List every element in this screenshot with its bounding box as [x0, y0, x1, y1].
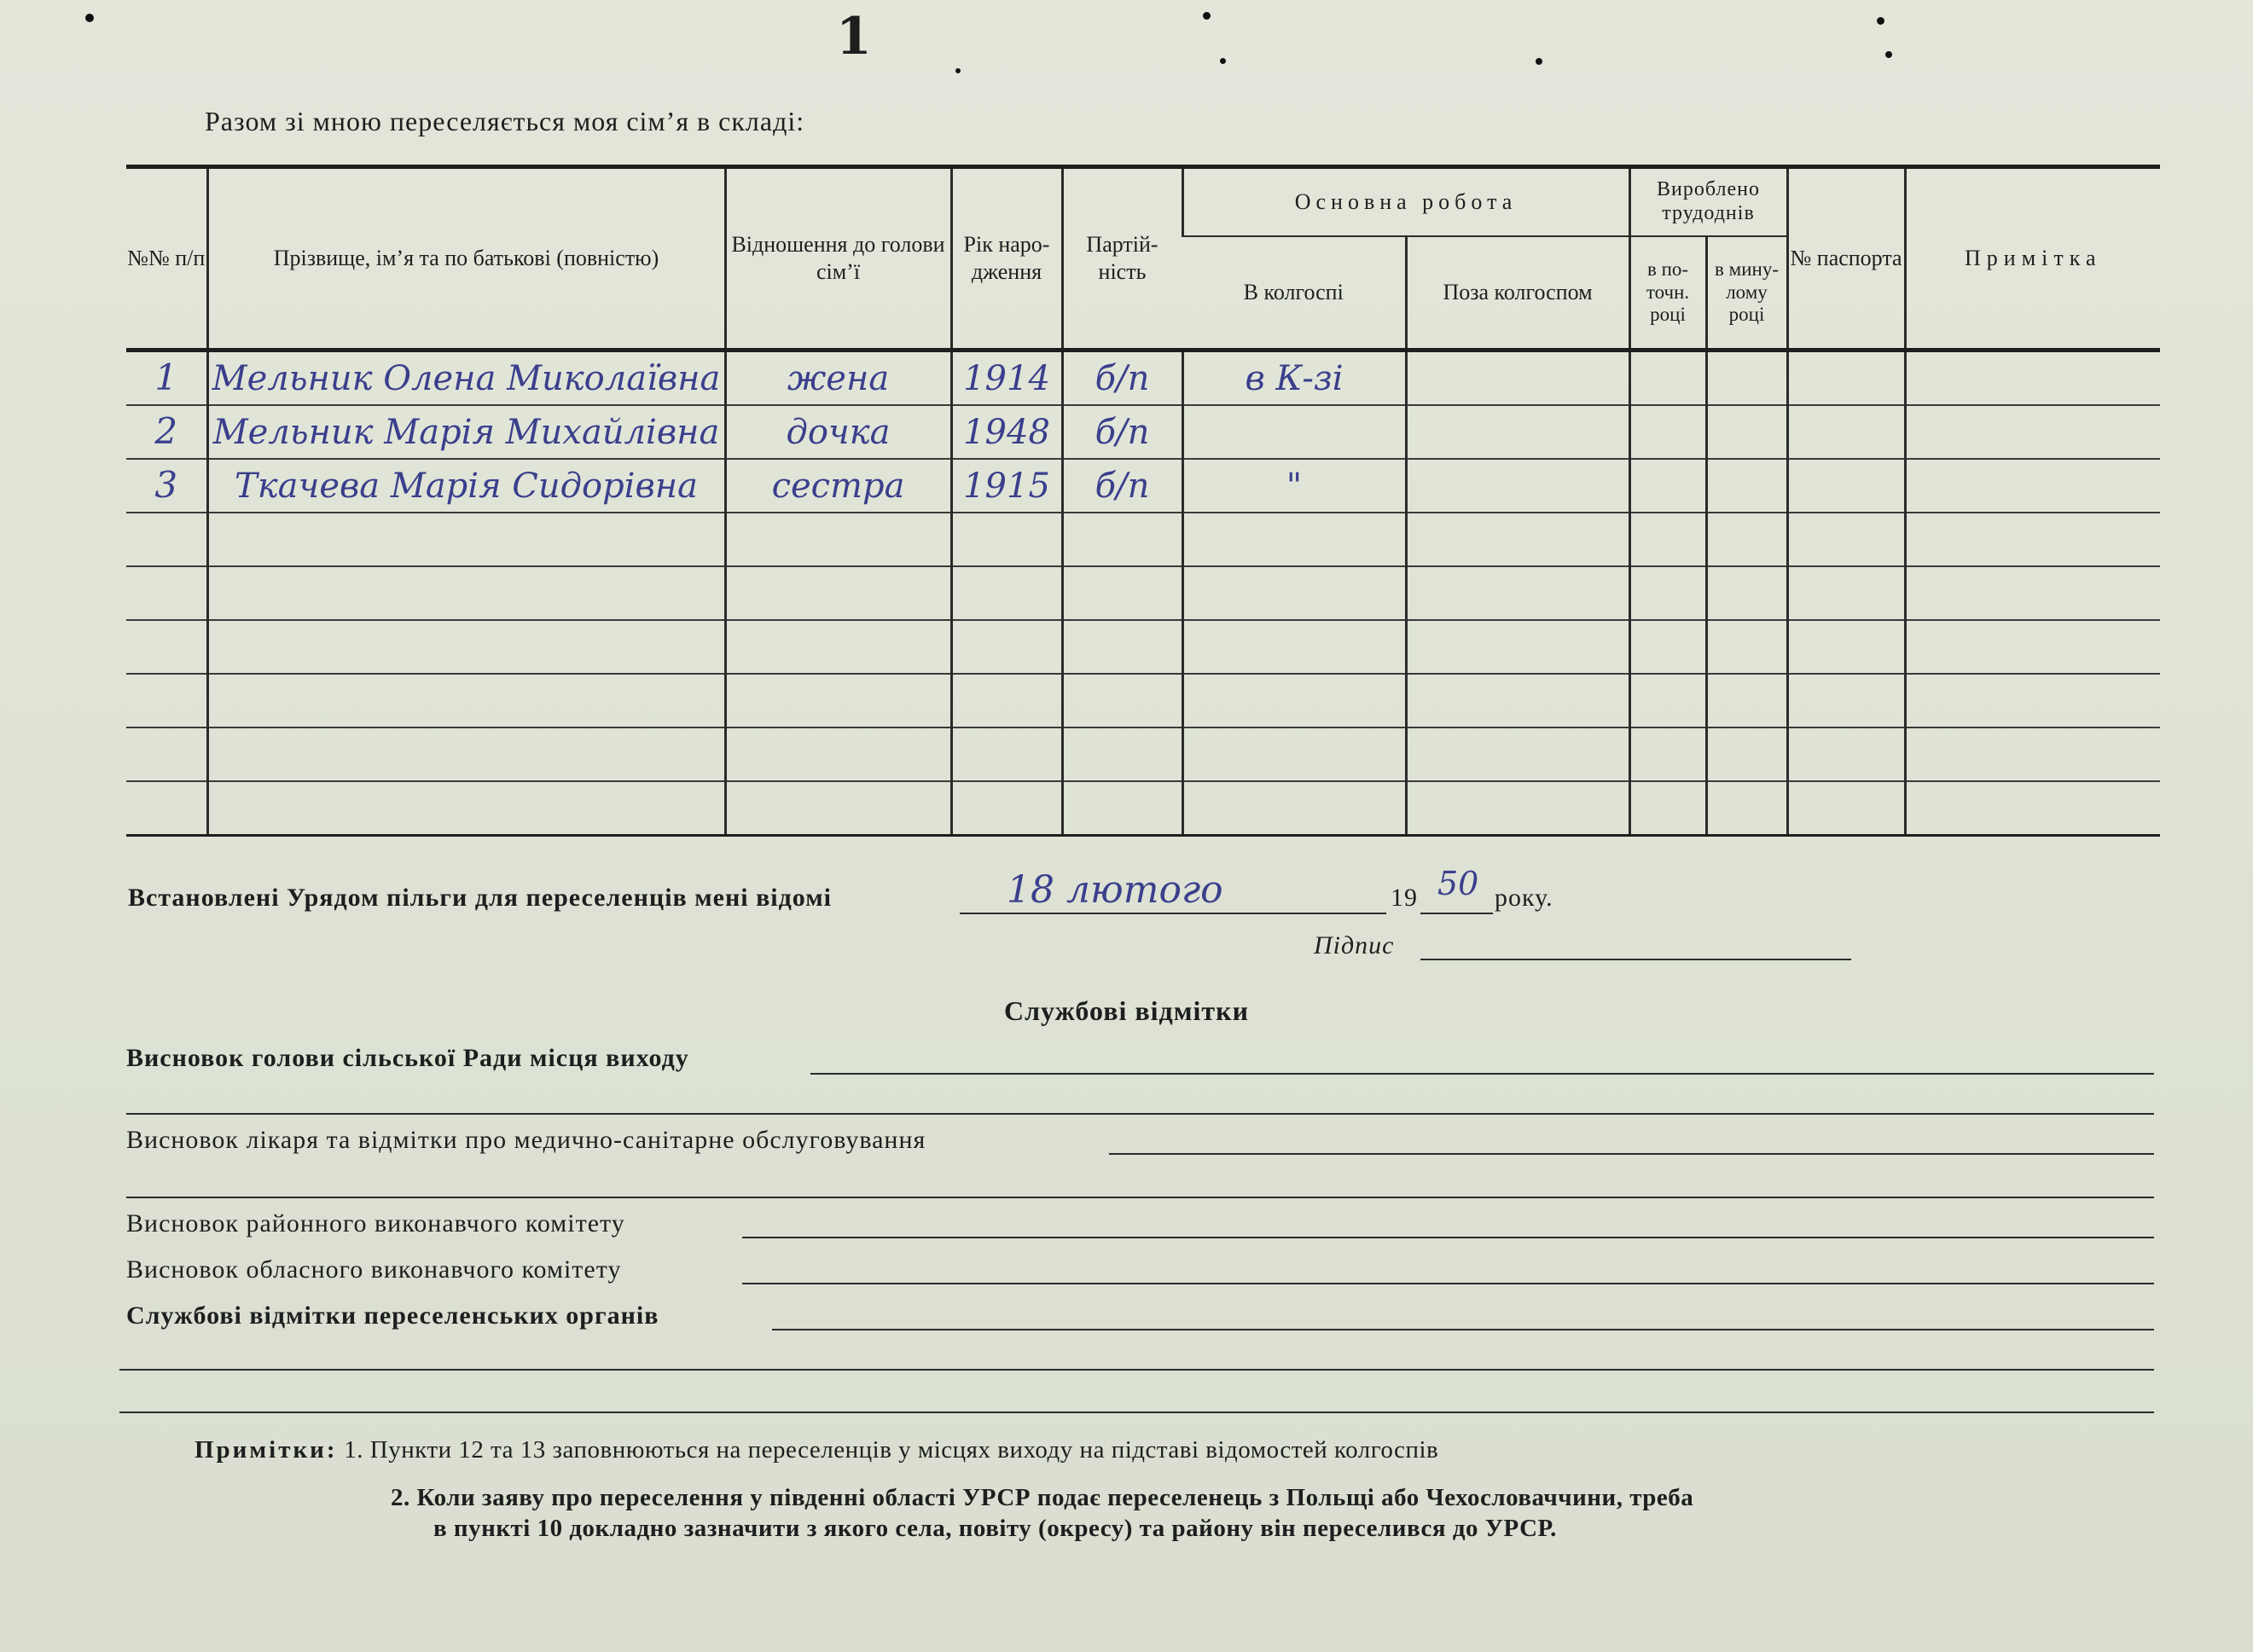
- notes-item-2-line-2: в пункті 10 докладно зазначити з якого села, повіту (окресу) та району він переселився до УРСР.: [433, 1515, 1557, 1542]
- row-in-kolhosp: [1182, 513, 1406, 566]
- row-relation: [725, 781, 951, 836]
- table-row: [126, 513, 2160, 566]
- row-past: [1706, 566, 1787, 620]
- table-row: [126, 566, 2160, 620]
- header-outside-kolhosp: Поза колгоспом: [1406, 236, 1629, 351]
- row-year: 1914: [951, 351, 1062, 406]
- row-note: [1905, 674, 2160, 727]
- row-passport: [1787, 459, 1905, 513]
- speck: [1885, 51, 1892, 58]
- signature-line: [1420, 959, 1851, 960]
- row-num: 3: [126, 459, 207, 513]
- page-number: 1: [836, 7, 872, 67]
- row-current: [1629, 781, 1706, 836]
- row-past: [1706, 674, 1787, 727]
- district-line: [742, 1237, 2154, 1238]
- row-name: [207, 620, 725, 674]
- benefits-year-prefix: 19: [1391, 884, 1418, 912]
- header-note: Примітка: [1905, 167, 2160, 351]
- speck: [1203, 12, 1211, 20]
- row-current: [1629, 405, 1706, 459]
- header-party: Партій- ність: [1062, 167, 1182, 351]
- row-name: [207, 513, 725, 566]
- row-past: [1706, 351, 1787, 406]
- table-row: [126, 674, 2160, 727]
- resettlement-label: Службові відмітки переселенських органів: [126, 1301, 659, 1330]
- row-relation: [725, 620, 951, 674]
- row-outside: [1406, 727, 1629, 781]
- benefits-year-suffix: року.: [1495, 884, 1553, 912]
- row-num: [126, 674, 207, 727]
- row-party: [1062, 566, 1182, 620]
- row-num: [126, 781, 207, 836]
- village-council-line-2: [126, 1113, 2154, 1115]
- row-party: б/п: [1062, 405, 1182, 459]
- header-main-work: Основна робота: [1182, 167, 1629, 237]
- row-name: [207, 566, 725, 620]
- header-past-year: в мину- лому році: [1706, 236, 1787, 351]
- notes-item-2-line-1: 2. Коли заяву про переселення у південні області УРСР подає переселенець з Польщі або Чехословаччини, треба: [391, 1484, 1694, 1511]
- row-outside: [1406, 781, 1629, 836]
- row-num: [126, 620, 207, 674]
- row-past: [1706, 727, 1787, 781]
- row-relation: дочка: [725, 405, 951, 459]
- family-table: [126, 165, 2160, 837]
- row-outside: [1406, 513, 1629, 566]
- row-past: [1706, 620, 1787, 674]
- row-note: [1905, 405, 2160, 459]
- row-past: [1706, 459, 1787, 513]
- notes-label: Примітки:: [195, 1436, 338, 1464]
- row-name: [207, 727, 725, 781]
- row-past: [1706, 513, 1787, 566]
- header-current-year: в по- точн. році: [1629, 236, 1706, 351]
- header-num: №№ п/п: [126, 167, 207, 351]
- row-year: [951, 513, 1062, 566]
- row-passport: [1787, 566, 1905, 620]
- row-num: [126, 566, 207, 620]
- row-outside: [1406, 459, 1629, 513]
- row-note: [1905, 351, 2160, 406]
- row-in-kolhosp: ": [1182, 459, 1406, 513]
- row-in-kolhosp: [1182, 674, 1406, 727]
- row-party: б/п: [1062, 459, 1182, 513]
- row-relation: [725, 513, 951, 566]
- row-current: [1629, 620, 1706, 674]
- row-outside: [1406, 620, 1629, 674]
- row-note: [1905, 727, 2160, 781]
- doctor-line: [1109, 1153, 2154, 1155]
- header-name: Прізвище, ім’я та по батькові (повністю): [207, 167, 725, 351]
- header-year: Рік наро- дження: [951, 167, 1062, 351]
- row-num: 2: [126, 405, 207, 459]
- row-year: [951, 727, 1062, 781]
- row-past: [1706, 405, 1787, 459]
- row-outside: [1406, 674, 1629, 727]
- benefits-date-line: [960, 913, 1386, 914]
- row-party: б/п: [1062, 351, 1182, 406]
- signature-label: Підпис: [1314, 931, 1395, 959]
- row-name: Мельник Марія Михайлівна: [207, 405, 725, 459]
- resettlement-line: [772, 1329, 2154, 1330]
- doctor-line-2: [126, 1197, 2154, 1198]
- table-row: [126, 351, 2160, 406]
- village-council-label: Висновок голови сільської Ради місця виходу: [126, 1044, 689, 1072]
- notes-line-1: [195, 1436, 1438, 1464]
- table-row: [126, 459, 2160, 513]
- row-num: [126, 513, 207, 566]
- regional-line: [742, 1283, 2154, 1284]
- speck: [1220, 58, 1226, 64]
- row-name: Ткачева Марія Сидорівна: [207, 459, 725, 513]
- row-note: [1905, 513, 2160, 566]
- row-party: [1062, 620, 1182, 674]
- table-row: [126, 405, 2160, 459]
- speck: [85, 14, 94, 22]
- row-outside: [1406, 405, 1629, 459]
- row-year: [951, 674, 1062, 727]
- row-current: [1629, 566, 1706, 620]
- row-current: [1629, 727, 1706, 781]
- row-in-kolhosp: [1182, 620, 1406, 674]
- header-relation: Відношення до голови сім’ї: [725, 167, 951, 351]
- row-relation: [725, 674, 951, 727]
- row-note: [1905, 781, 2160, 836]
- benefits-date: 18 лютого: [1007, 868, 1223, 912]
- row-in-kolhosp: [1182, 727, 1406, 781]
- row-party: [1062, 781, 1182, 836]
- row-name: [207, 781, 725, 836]
- row-current: [1629, 351, 1706, 406]
- row-current: [1629, 674, 1706, 727]
- row-note: [1905, 620, 2160, 674]
- speck: [955, 68, 961, 73]
- resettlement-line-3: [119, 1411, 2154, 1413]
- row-past: [1706, 781, 1787, 836]
- district-label: Висновок районного виконавчого комітету: [126, 1209, 625, 1238]
- header-in-kolhosp: В колгоспі: [1182, 236, 1406, 351]
- row-note: [1905, 566, 2160, 620]
- row-in-kolhosp: в К-зі: [1182, 351, 1406, 406]
- benefits-year: 50: [1437, 865, 1479, 902]
- row-relation: сестра: [725, 459, 951, 513]
- row-note: [1905, 459, 2160, 513]
- table-row: [126, 620, 2160, 674]
- table-row: [126, 727, 2160, 781]
- row-name: [207, 674, 725, 727]
- row-current: [1629, 513, 1706, 566]
- benefits-year-line: [1420, 913, 1493, 914]
- family-intro: Разом зі мною переселяється моя сім’я в складі:: [205, 106, 805, 136]
- row-passport: [1787, 405, 1905, 459]
- header-trudodni: Вироблено трудоднів: [1629, 167, 1787, 237]
- row-passport: [1787, 620, 1905, 674]
- row-outside: [1406, 351, 1629, 406]
- row-current: [1629, 459, 1706, 513]
- header-passport: № паспорта: [1787, 167, 1905, 351]
- row-passport: [1787, 513, 1905, 566]
- row-year: 1948: [951, 405, 1062, 459]
- row-relation: [725, 727, 951, 781]
- row-in-kolhosp: [1182, 405, 1406, 459]
- speck: [1877, 17, 1884, 25]
- regional-label: Висновок обласного виконавчого комітету: [126, 1255, 622, 1284]
- row-year: [951, 620, 1062, 674]
- notes-item-1: 1. Пункти 12 та 13 заповнюються на переселенців у місцях виходу на підставі відомостей колгоспів: [344, 1436, 1439, 1464]
- row-relation: жена: [725, 351, 951, 406]
- row-name: Мельник Олена Миколаївна: [207, 351, 725, 406]
- doctor-label: Висновок лікаря та відмітки про медично-санітарне обслуговування: [126, 1126, 926, 1154]
- official-title: Службові відмітки: [1003, 995, 1249, 1026]
- row-passport: [1787, 674, 1905, 727]
- row-relation: [725, 566, 951, 620]
- row-num: [126, 727, 207, 781]
- row-party: [1062, 727, 1182, 781]
- row-party: [1062, 674, 1182, 727]
- row-outside: [1406, 566, 1629, 620]
- row-party: [1062, 513, 1182, 566]
- row-passport: [1787, 727, 1905, 781]
- row-in-kolhosp: [1182, 781, 1406, 836]
- row-year: [951, 566, 1062, 620]
- benefits-text: Встановлені Урядом пільги для переселенців мені відомі: [128, 884, 833, 912]
- row-year: [951, 781, 1062, 836]
- row-num: 1: [126, 351, 207, 406]
- row-year: 1915: [951, 459, 1062, 513]
- resettlement-line-2: [119, 1369, 2154, 1371]
- row-in-kolhosp: [1182, 566, 1406, 620]
- table-row: [126, 781, 2160, 836]
- speck: [1536, 58, 1542, 65]
- row-passport: [1787, 351, 1905, 406]
- village-council-line: [810, 1073, 2154, 1075]
- row-passport: [1787, 781, 1905, 836]
